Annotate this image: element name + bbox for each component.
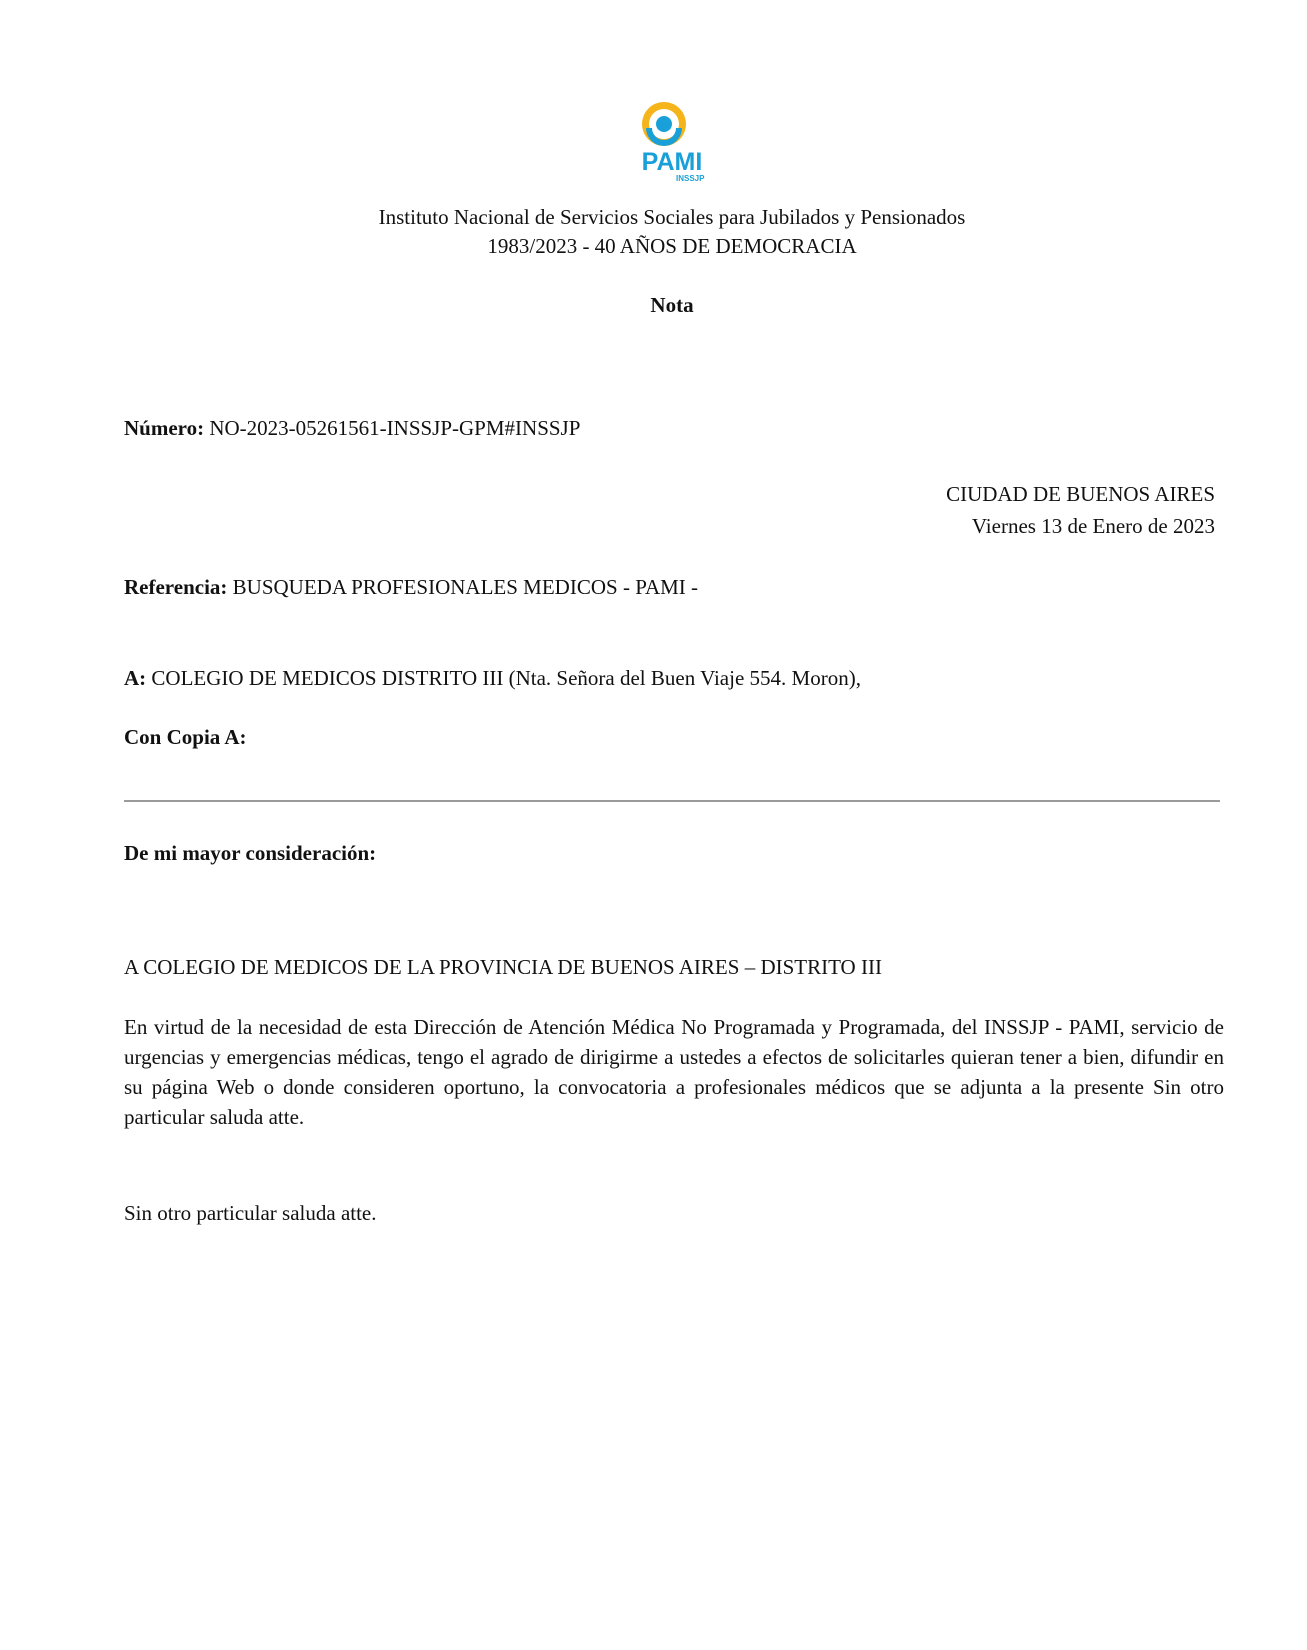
closing: Sin otro particular saluda atte.	[124, 1201, 377, 1225]
number-value: NO-2023-05261561-INSSJP-GPM#INSSJP	[209, 416, 581, 440]
logo-subtext: INSSJP	[676, 174, 705, 183]
number-label: Número:	[124, 416, 205, 440]
city: CIUDAD DE BUENOS AIRES	[946, 482, 1215, 506]
greeting: De mi mayor consideración:	[124, 841, 377, 865]
number-row	[124, 418, 580, 439]
divider	[124, 800, 1220, 802]
to-row	[124, 668, 861, 689]
cc-label: Con Copia A:	[124, 725, 247, 749]
addressee: A COLEGIO DE MEDICOS DE LA PROVINCIA DE BUENOS AIRES – DISTRITO III	[124, 955, 882, 979]
institution-name: Instituto Nacional de Servicios Sociales para Jubilados y Pensionados	[378, 205, 966, 229]
reference-row	[124, 577, 698, 598]
to-label: A:	[124, 666, 147, 690]
cc-row	[124, 727, 247, 748]
document-type: Nota	[650, 293, 694, 317]
reference-value: BUSQUEDA PROFESIONALES MEDICOS - PAMI -	[232, 575, 699, 599]
reference-label: Referencia:	[124, 575, 228, 599]
to-value: COLEGIO DE MEDICOS DISTRITO III (Nta. Señora del Buen Viaje 554. Moron),	[151, 666, 861, 690]
body-paragraph: En virtud de la necesidad de esta Dirección de Atención Médica No Programada y Programada, del INSSJP - PAMI, servicio de urgencias y emergencias médicas, tengo el agrado de dirigirme a ustedes a efectos de solicitarles quieran tener a bien, difundir en su página Web o donde consideren oportuno, la convocatoria a profesionales médicos que se adjunta a la presente Sin otro particular saluda atte.	[124, 1015, 1224, 1129]
pami-logo	[636, 98, 708, 190]
motto: 1983/2023 - 40 AÑOS DE DEMOCRACIA	[487, 234, 857, 258]
logo-wordmark: PAMI	[641, 148, 703, 176]
pami-logo-icon	[636, 98, 708, 150]
date: Viernes 13 de Enero de 2023	[971, 514, 1215, 538]
